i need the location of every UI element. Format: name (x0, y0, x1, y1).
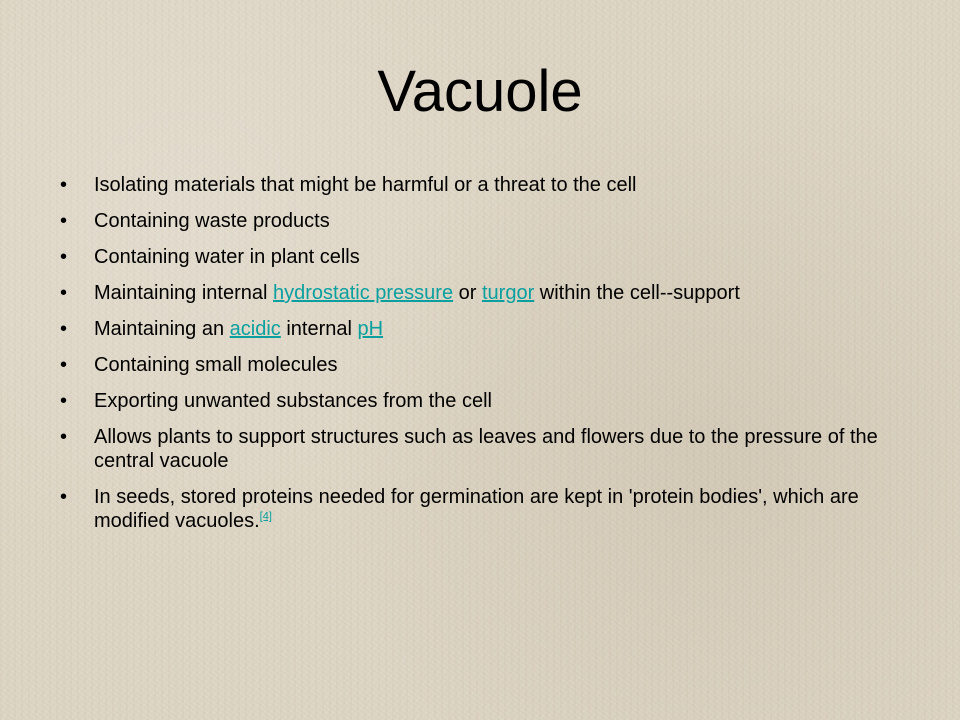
bullet-text: or (453, 282, 482, 304)
list-item (60, 353, 890, 377)
bullet-icon: • (60, 246, 68, 268)
ph-link[interactable]: pH (357, 318, 384, 340)
bullet-text: Containing water in plant cells (94, 246, 360, 268)
list-item (60, 209, 890, 233)
list-item (60, 389, 890, 413)
list-item (60, 281, 890, 305)
bullet-text: Isolating materials that might be harmful or a threat to the cell (94, 174, 637, 196)
list-item (60, 485, 890, 533)
slide-title: Vacuole (377, 59, 583, 124)
bullet-list (60, 173, 890, 545)
reference-link[interactable]: [4] (259, 510, 272, 523)
list-item (60, 173, 890, 197)
bullet-icon: • (60, 318, 68, 340)
bullet-icon: • (60, 486, 68, 508)
bullet-icon: • (60, 426, 68, 448)
bullet-text: within the cell--support (534, 282, 740, 304)
hydrostatic-pressure-link[interactable]: hydrostatic pressure (273, 282, 454, 304)
bullet-icon: • (60, 174, 68, 196)
bullet-text: internal (280, 318, 358, 340)
list-item (60, 317, 890, 341)
bullet-icon: • (60, 390, 68, 412)
bullet-text: Maintaining internal (94, 282, 273, 304)
list-item (60, 245, 890, 269)
bullet-text: Containing waste products (94, 210, 330, 232)
bullet-icon: • (60, 282, 68, 304)
bullet-text: Containing small molecules (94, 354, 338, 376)
list-item (60, 425, 890, 473)
acidic-link[interactable]: acidic (229, 318, 281, 340)
bullet-text: Exporting unwanted substances from the cell (94, 390, 492, 412)
bullet-icon: • (60, 354, 68, 376)
bullet-text: Allows plants to support structures such as leaves and flowers due to the pressure of the central vacuole (94, 426, 878, 472)
bullet-text: In seeds, stored proteins needed for germination are kept in 'protein bodies', which are modified vacuoles. (94, 486, 859, 532)
bullet-icon: • (60, 210, 68, 232)
turgor-link[interactable]: turgor (481, 282, 535, 304)
bullet-text: Maintaining an (94, 318, 230, 340)
